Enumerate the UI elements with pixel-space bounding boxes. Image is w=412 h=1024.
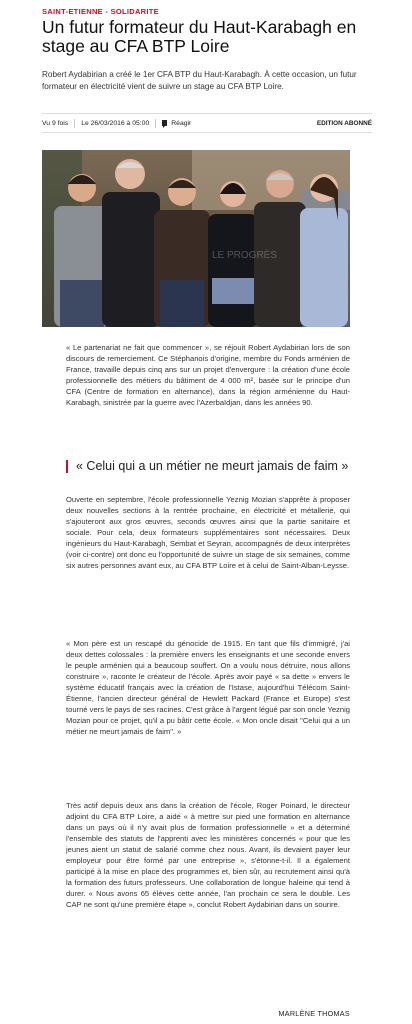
photo-watermark: LE PROGRÈS bbox=[212, 250, 278, 261]
meta-divider bbox=[155, 119, 156, 128]
react-link[interactable]: Réagir bbox=[171, 119, 192, 127]
article-title: Un futur formateur du Haut-Karabagh en stage au CFA BTP Loire bbox=[42, 17, 357, 56]
comment-icon[interactable] bbox=[162, 120, 167, 126]
article-photo bbox=[42, 150, 350, 327]
article-paragraph: « Mon père est un rescapé du génocide de 1915. En tant que fils d'immigré, j'ai deux dettes colossales : la première envers les enseignants et une seconde envers le peuple arménien qui a beaucoup souffert. On a voulu nous détruire, nous allons construire », raconte le créateur de l'école. Après avoir payé « sa dette » envers le système éducatif français avec la création de l'Istase, aujourd'hui Télécom Saint-Étienne, l'ancien directeur général de Hewlett Packard (France et Europe) s'est tourné vers le pays de ses racines. C'est grâce à l'argent légué par son oncle Yeznig Mozian pour ce projet, qu'il a pu bâtir cette école. « Mon oncle disait "Celui qui a un métier ne meurt jamais de faim". » bbox=[66, 639, 350, 736]
article-kicker: SAINT-ETIENNE - SOLIDARITE bbox=[42, 7, 159, 16]
edition-badge: EDITION ABONNÉ bbox=[316, 119, 372, 127]
publish-date: Le 26/03/2016 à 05:00 bbox=[81, 119, 150, 127]
group-photo-image bbox=[42, 150, 350, 327]
article-paragraph: « Le partenariat ne fait que commencer », se réjouit Robert Aydabirian lors de son discours de remerciement. Ce Stéphanois d'origine, membre du Fonds arménien de France, travaille depuis cinq ans sur un projet d'envergure : la création d'une école professionnelle des métiers du bâtiment de 4 000 m², basée sur le principe d'un CFA (Centre de formation en alternance), dans la région arménienne du Haut-Karabagh, sinistrée par la guerre avec l'Azerbaïdjan, dans les années 90. bbox=[66, 343, 350, 407]
article-meta-bar bbox=[42, 113, 372, 133]
article-paragraph: Très actif depuis deux ans dans la création de l'école, Roger Poinard, le directeur adjoint du CFA BTP Loire, a aidé « à mettre sur pied une formation en alternance dans un pays où il n'y avait plus de formation professionnelle » et a déterminé l'ensemble des statuts de l'apprenti avec les ministères concernés « pour que les jeunes aient un statut de salarié comme chez nous. Avant, ils devaient payer leur employeur pour être formé par une entreprise », s'étonne-t-il. Il a également participé à la mise en place des programmes et, bien sûr, au recrutement ainsi qu'à la formation des futurs professeurs. Une collaboration de longue haleine qui tend à durer. « Nous avons 65 élèves cette année, l'an prochain ce sera le double. Les CAP ne sont qu'une première étape », conclut Robert Aydabirian dans un sourire. bbox=[66, 801, 350, 909]
article-subheading: « Celui qui a un métier ne meurt jamais de faim » bbox=[66, 460, 360, 473]
article-lead: Robert Aydabirian a créé le 1er CFA BTP du Haut-Karabagh. À cette occasion, un futur formateur en électricité vient de suivre un stage au CFA BTP Loire. bbox=[42, 70, 357, 91]
meta-divider bbox=[74, 119, 75, 128]
article-paragraph: Ouverte en septembre, l'école professionnelle Yeznig Mozian s'apprête à proposer deux nouvelles sections à la rentrée prochaine, en électricité et métallerie, qui s'ajouteront aux gros œuvres, seconds œuvres ainsi que la partie sanitaire et sociale. Pour cela, deux formateurs supplémentaires sont nécessaires. Deux ingénieurs du Haut-Karabagh, Sembat et Seyran, accompagnés de deux interprètes (voir ci-contre) ont donc eu l'opportunité de suivre un stage de six semaines, comme six autres personnes avant eux, au CFA BTP Loire et à celui de Saint-Alban-Leysse. bbox=[66, 495, 350, 570]
view-count: Vu 9 fois bbox=[42, 119, 69, 127]
author-signature: MARLÈNE THOMAS bbox=[278, 1009, 350, 1018]
